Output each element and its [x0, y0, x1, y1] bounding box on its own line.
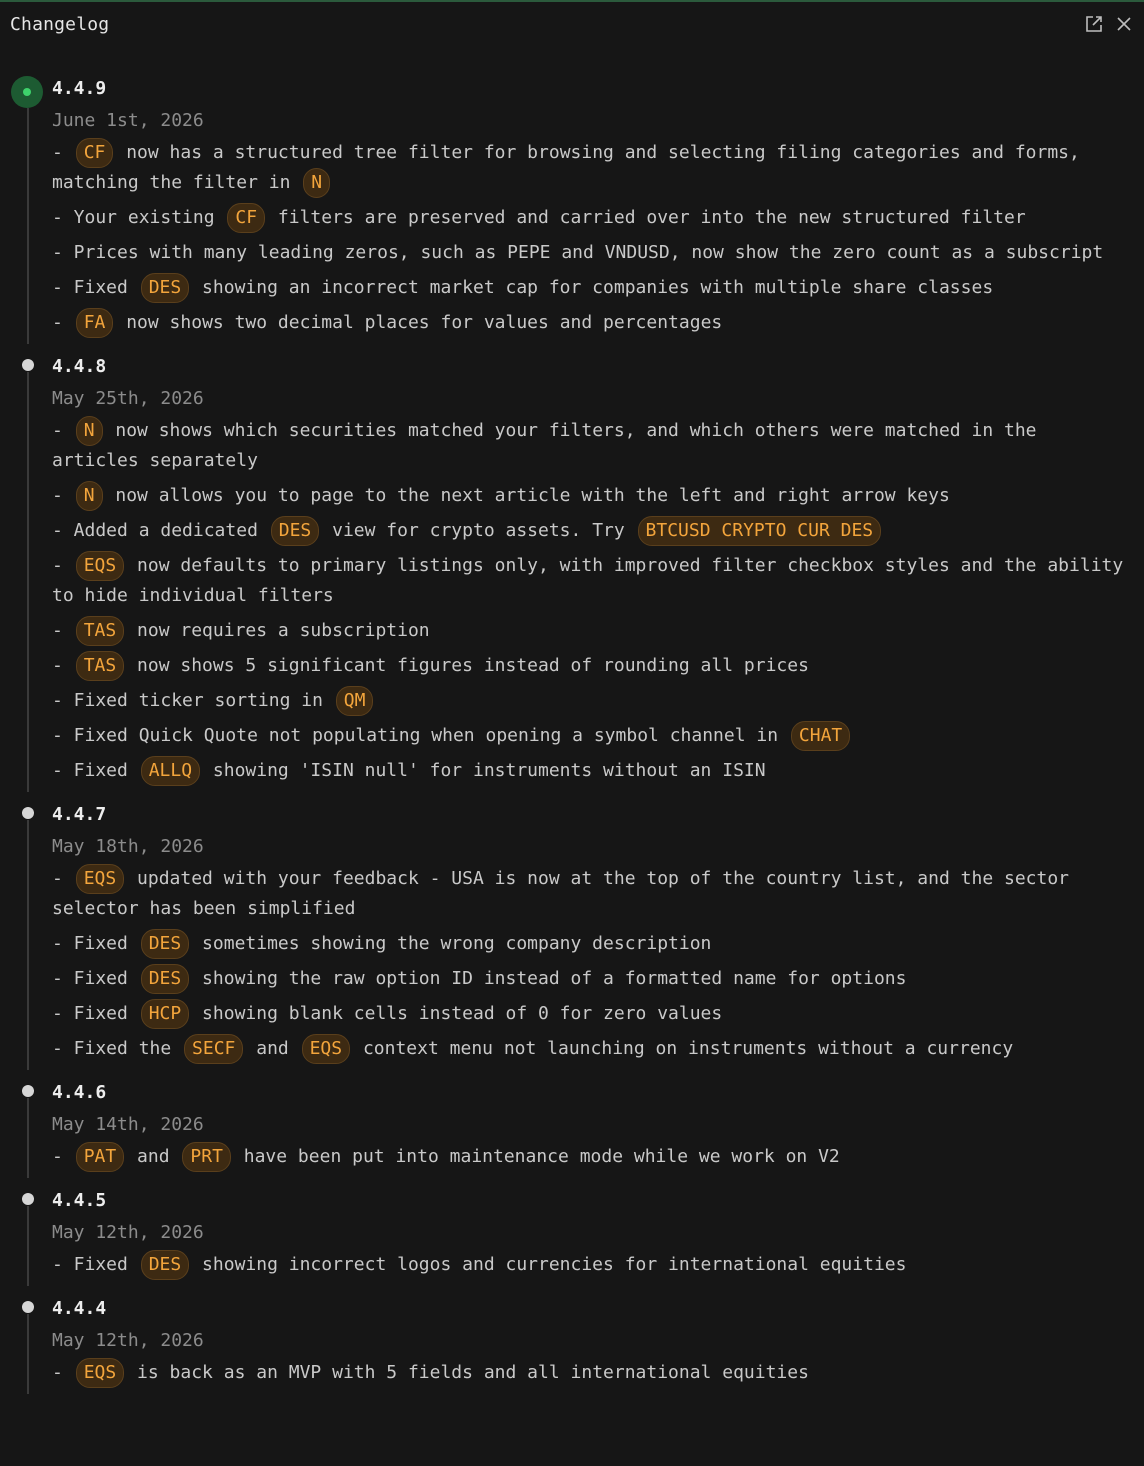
command-tag[interactable]: CF: [227, 203, 265, 233]
command-tag[interactable]: EQS: [76, 551, 125, 581]
release-version: 4.4.5: [52, 1190, 107, 1211]
changelog-item: [52, 651, 1134, 681]
current-release-dot-icon: [11, 76, 43, 108]
command-tag[interactable]: ALLQ: [141, 756, 200, 786]
release-version: 4.4.4: [52, 1298, 107, 1319]
item-text: - Prices with many leading zeros, such as PEPE and VNDUSD, now show the zero count as a subscript: [52, 242, 1104, 263]
command-tag[interactable]: BTCUSD CRYPTO CUR DES: [638, 516, 882, 546]
release-date: May 12th, 2026: [52, 1222, 204, 1243]
command-tag[interactable]: SECF: [184, 1034, 243, 1064]
item-text: - Fixed: [52, 1003, 139, 1024]
command-tag[interactable]: TAS: [76, 651, 125, 681]
release-date: June 1st, 2026: [52, 110, 204, 131]
external-link-icon[interactable]: [1084, 14, 1104, 34]
item-text: now defaults to primary listings only, with improved filter checkbox styles and the ability to hide individual filters: [52, 555, 1135, 606]
item-text: showing an incorrect market cap for companies with multiple share classes: [191, 277, 994, 298]
release-version: 4.4.8: [52, 356, 107, 377]
item-text: showing 'ISIN null' for instruments without an ISIN: [202, 760, 766, 781]
item-text: updated with your feedback - USA is now at the top of the country list, and the sector selector has been simplified: [52, 868, 1080, 919]
command-tag[interactable]: DES: [141, 1250, 190, 1280]
changelog-item: [52, 616, 1134, 646]
release-version: 4.4.7: [52, 804, 107, 825]
item-text: now requires a subscription: [126, 620, 430, 641]
item-text: - Fixed: [52, 277, 139, 298]
release-entry: [0, 70, 1144, 338]
changelog-item: [52, 273, 1134, 303]
command-tag[interactable]: FA: [76, 308, 114, 338]
item-text: sometimes showing the wrong company description: [191, 933, 712, 954]
item-text: - Added a dedicated: [52, 520, 269, 541]
item-text: -: [52, 555, 74, 576]
item-text: - Fixed: [52, 1254, 139, 1275]
command-tag[interactable]: DES: [271, 516, 320, 546]
changelog-item: [52, 138, 1134, 198]
command-tag[interactable]: CHAT: [791, 721, 850, 751]
timeline-rail: [27, 1314, 29, 1394]
timeline-rail: [27, 820, 29, 1070]
item-text: -: [52, 1362, 74, 1383]
item-text: view for crypto assets. Try: [321, 520, 636, 541]
changelog-timeline: [0, 70, 1144, 1398]
changelog-item: [52, 481, 1134, 511]
item-text: and: [245, 1038, 300, 1059]
changelog-item: [52, 756, 1134, 786]
item-text: now allows you to page to the next article with the left and right arrow keys: [104, 485, 950, 506]
item-text: is back as an MVP with 5 fields and all international equities: [126, 1362, 809, 1383]
release-entry: [0, 1074, 1144, 1172]
item-text: -: [52, 485, 74, 506]
item-text: - Fixed: [52, 760, 139, 781]
changelog-item: [52, 1034, 1134, 1064]
command-tag[interactable]: QM: [336, 686, 374, 716]
item-text: now shows which securities matched your filters, and which others were matched in the articles separately: [52, 420, 1048, 471]
changelog-item: [52, 416, 1134, 476]
timeline-rail: [27, 372, 29, 792]
item-text: -: [52, 142, 74, 163]
item-text: filters are preserved and carried over into the new structured filter: [267, 207, 1026, 228]
command-tag[interactable]: EQS: [302, 1034, 351, 1064]
changelog-item: [52, 999, 1134, 1029]
release-dot-icon: [22, 1085, 34, 1097]
close-icon[interactable]: [1114, 14, 1134, 34]
release-date: May 14th, 2026: [52, 1114, 204, 1135]
item-text: now has a structured tree filter for browsing and selecting filing categories and forms, matching the filter in: [52, 142, 1091, 193]
release-date: May 18th, 2026: [52, 836, 204, 857]
command-tag[interactable]: DES: [141, 964, 190, 994]
command-tag[interactable]: N: [76, 481, 103, 511]
timeline-rail: [27, 108, 29, 344]
changelog-item: [52, 864, 1134, 924]
command-tag[interactable]: N: [303, 168, 330, 198]
release-entry: [0, 348, 1144, 786]
item-text: -: [52, 420, 74, 441]
command-tag[interactable]: PAT: [76, 1142, 125, 1172]
command-tag[interactable]: TAS: [76, 616, 125, 646]
changelog-item: [52, 238, 1134, 268]
command-tag[interactable]: PRT: [182, 1142, 231, 1172]
command-tag[interactable]: EQS: [76, 1358, 125, 1388]
command-tag[interactable]: CF: [76, 138, 114, 168]
panel-title: Changelog: [10, 14, 110, 35]
item-text: - Your existing: [52, 207, 226, 228]
item-text: -: [52, 655, 74, 676]
panel-controls: [1084, 14, 1134, 34]
item-text: - Fixed: [52, 933, 139, 954]
item-text: - Fixed Quick Quote not populating when opening a symbol channel in: [52, 725, 789, 746]
timeline-rail: [27, 1098, 29, 1178]
item-text: - Fixed ticker sorting in: [52, 690, 334, 711]
panel-header: [0, 2, 1144, 46]
release-dot-icon: [22, 1193, 34, 1205]
timeline-rail: [27, 1206, 29, 1286]
item-text: showing blank cells instead of 0 for zero values: [191, 1003, 723, 1024]
changelog-item: [52, 551, 1134, 611]
release-version: 4.4.9: [52, 78, 107, 99]
command-tag[interactable]: N: [76, 416, 103, 446]
changelog-item: [52, 686, 1134, 716]
command-tag[interactable]: EQS: [76, 864, 125, 894]
release-entry: [0, 1290, 1144, 1388]
changelog-item: [52, 516, 1134, 546]
item-text: showing incorrect logos and currencies for international equities: [191, 1254, 907, 1275]
changelog-item: [52, 308, 1134, 338]
changelog-item: [52, 203, 1134, 233]
changelog-item: [52, 1142, 1134, 1172]
item-text: and: [126, 1146, 181, 1167]
changelog-item: [52, 1358, 1134, 1388]
item-text: - Fixed: [52, 968, 139, 989]
release-entry: [0, 1182, 1144, 1280]
changelog-item: [52, 721, 1134, 751]
item-text: showing the raw option ID instead of a formatted name for options: [191, 968, 907, 989]
changelog-item: [52, 964, 1134, 994]
command-tag[interactable]: HCP: [141, 999, 190, 1029]
command-tag[interactable]: DES: [141, 929, 190, 959]
item-text: now shows 5 significant figures instead of rounding all prices: [126, 655, 809, 676]
command-tag[interactable]: DES: [141, 273, 190, 303]
release-dot-icon: [22, 1301, 34, 1313]
item-text: have been put into maintenance mode while we work on V2: [232, 1146, 840, 1167]
item-text: now shows two decimal places for values and percentages: [115, 312, 723, 333]
item-text: context menu not launching on instruments without a currency: [352, 1038, 1014, 1059]
item-text: - Fixed the: [52, 1038, 183, 1059]
item-text: -: [52, 620, 74, 641]
release-entry: [0, 796, 1144, 1064]
release-version: 4.4.6: [52, 1082, 107, 1103]
changelog-item: [52, 929, 1134, 959]
changelog-item: [52, 1250, 1134, 1280]
item-text: -: [52, 1146, 74, 1167]
release-dot-icon: [22, 807, 34, 819]
release-date: May 25th, 2026: [52, 388, 204, 409]
item-text: -: [52, 312, 74, 333]
release-dot-icon: [22, 359, 34, 371]
release-date: May 12th, 2026: [52, 1330, 204, 1351]
item-text: -: [52, 868, 74, 889]
